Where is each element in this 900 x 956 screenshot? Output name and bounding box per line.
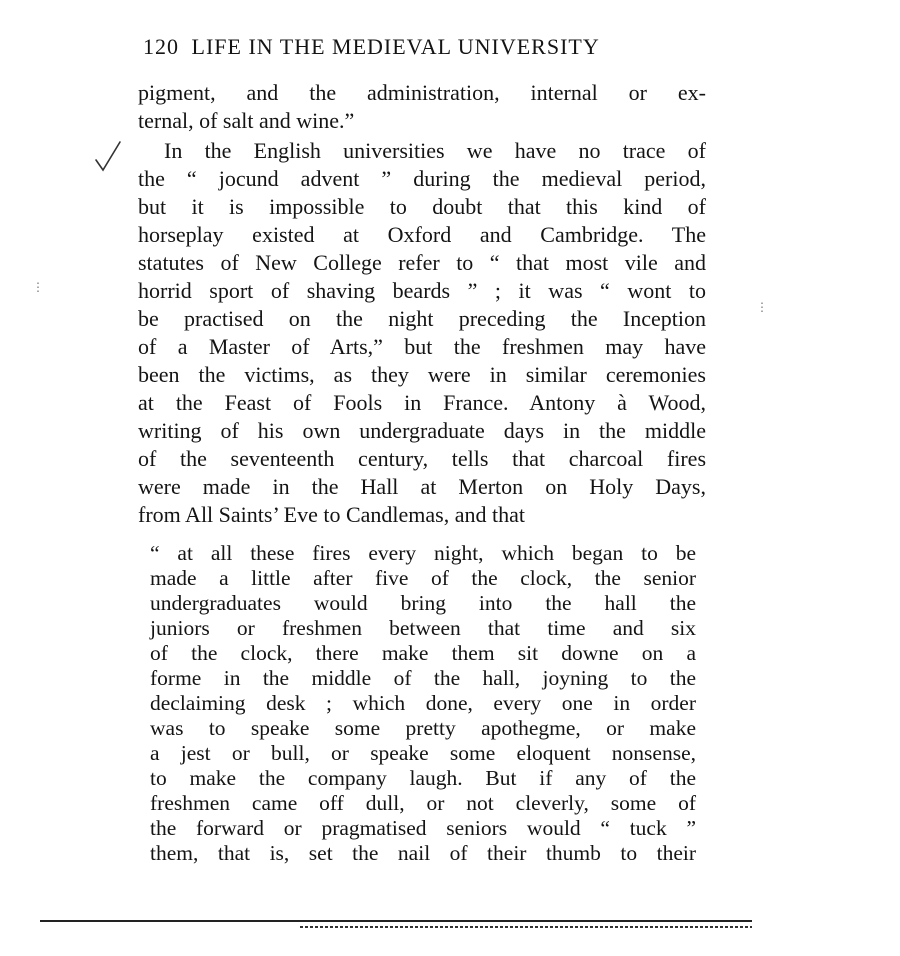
quote-line: made a little after five of the clock, the senior [150, 566, 696, 590]
quote-line: freshmen came off dull, or not cleverly, some of [150, 791, 696, 815]
quote-line: forme in the middle of the hall, joyning to the [150, 666, 696, 690]
quote-line: the forward or pragmatised seniors would “ tuck ” [150, 816, 696, 840]
quote-line: undergraduates would bring into the hall the [150, 591, 696, 615]
running-title: LIFE IN THE MEDIEVAL UNIVERSITY [191, 34, 600, 59]
text-line: horrid sport of shaving beards ” ; it was “ wont to [138, 278, 706, 303]
quote-line: a jest or bull, or speake some eloquent nonsense, [150, 741, 696, 765]
text-line: the “ jocund advent ” during the medieval period, [138, 166, 706, 191]
text-line: of a Master of Arts,” but the freshmen may have [138, 334, 706, 359]
bottom-rule [40, 920, 752, 922]
text-line: been the victims, as they were in similar ceremonies [138, 362, 706, 387]
text-line: ternal, of salt and wine.” [138, 108, 355, 133]
text-line: at the Feast of Fools in France. Antony à Wood, [138, 390, 706, 415]
running-header [143, 34, 698, 60]
bottom-rule-noise [300, 926, 752, 928]
quote-line: “ at all these fires every night, which began to be [150, 541, 696, 565]
text-line: from All Saints’ Eve to Candlemas, and that [138, 502, 525, 527]
text-line: were made in the Hall at Merton on Holy Days, [138, 474, 706, 499]
quote-line: was to speake some pretty apothegme, or make [150, 716, 696, 740]
text-line: In the English universities we have no trace of [164, 138, 706, 163]
text-line: but it is impossible to doubt that this kind of [138, 194, 706, 219]
margin-speck: ⋮ [32, 280, 44, 294]
quote-line: declaiming desk ; which done, every one in order [150, 691, 696, 715]
quote-line: to make the company laugh. But if any of the [150, 766, 696, 790]
quote-line: them, that is, set the nail of their thumb to their [150, 841, 696, 865]
text-line: of the seventeenth century, tells that charcoal fires [138, 446, 706, 471]
text-line: horseplay existed at Oxford and Cambridge. The [138, 222, 706, 247]
text-line: pigment, and the administration, internal or ex- [138, 80, 706, 105]
text-line: be practised on the night preceding the Inception [138, 306, 706, 331]
margin-speck: ⋮ [756, 300, 768, 314]
quote-line: juniors or freshmen between that time and six [150, 616, 696, 640]
text-line: statutes of New College refer to “ that most vile and [138, 250, 706, 275]
text-line: writing of his own undergraduate days in the middle [138, 418, 706, 443]
quote-line: of the clock, there make them sit downe on a [150, 641, 696, 665]
check-mark-icon [94, 140, 124, 180]
page-number: 120 [143, 34, 179, 59]
